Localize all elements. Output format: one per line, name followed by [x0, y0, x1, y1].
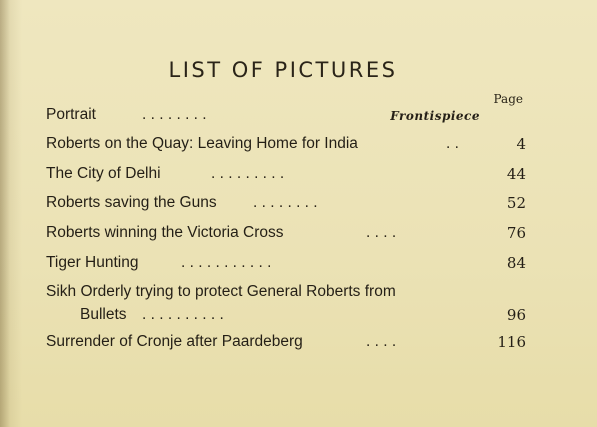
picture-page: 76: [506, 224, 526, 242]
picture-title: Roberts winning the Victoria Cross: [46, 224, 284, 241]
list-item: [46, 135, 526, 157]
picture-title: Sikh Orderly trying to protect General Roberts from: [46, 283, 396, 300]
leader-dots: . . . . . . . . .: [211, 165, 285, 182]
list-item: [46, 106, 526, 128]
picture-page: 4: [516, 135, 526, 153]
page-title: LIST OF PICTURES: [168, 58, 398, 82]
list-item: [46, 283, 526, 305]
picture-page: 52: [506, 194, 526, 212]
leader-dots: . . . .: [366, 224, 397, 241]
list-item: [46, 224, 526, 246]
picture-page: Frontispiece: [390, 109, 480, 123]
leader-dots: . . . . . . . . . .: [142, 306, 224, 323]
picture-page: 96: [506, 306, 526, 324]
list-item: [46, 333, 526, 355]
picture-page: 44: [506, 165, 526, 183]
list-item-continuation: [80, 306, 526, 328]
page-column-heading: Page: [493, 92, 523, 106]
leader-dots: . .: [446, 135, 459, 152]
picture-title: The City of Delhi: [46, 165, 161, 182]
list-item: [46, 165, 526, 187]
picture-title: Tiger Hunting: [46, 254, 139, 271]
picture-page: 84: [506, 254, 526, 272]
picture-title: Roberts saving the Guns: [46, 194, 217, 211]
picture-title: Roberts on the Quay: Leaving Home for India: [46, 135, 358, 152]
picture-title: Surrender of Cronje after Paardeberg: [46, 333, 303, 350]
picture-title-continuation: Bullets: [80, 306, 127, 323]
leader-dots: . . . .: [366, 333, 397, 350]
leader-dots: . . . . . . . .: [142, 106, 207, 123]
leader-dots: . . . . . . . .: [253, 194, 318, 211]
list-item: [46, 194, 526, 216]
list-item: [46, 254, 526, 276]
picture-title: Portrait: [46, 106, 96, 123]
picture-page: 116: [497, 333, 526, 351]
leader-dots: . . . . . . . . . . .: [181, 254, 272, 271]
